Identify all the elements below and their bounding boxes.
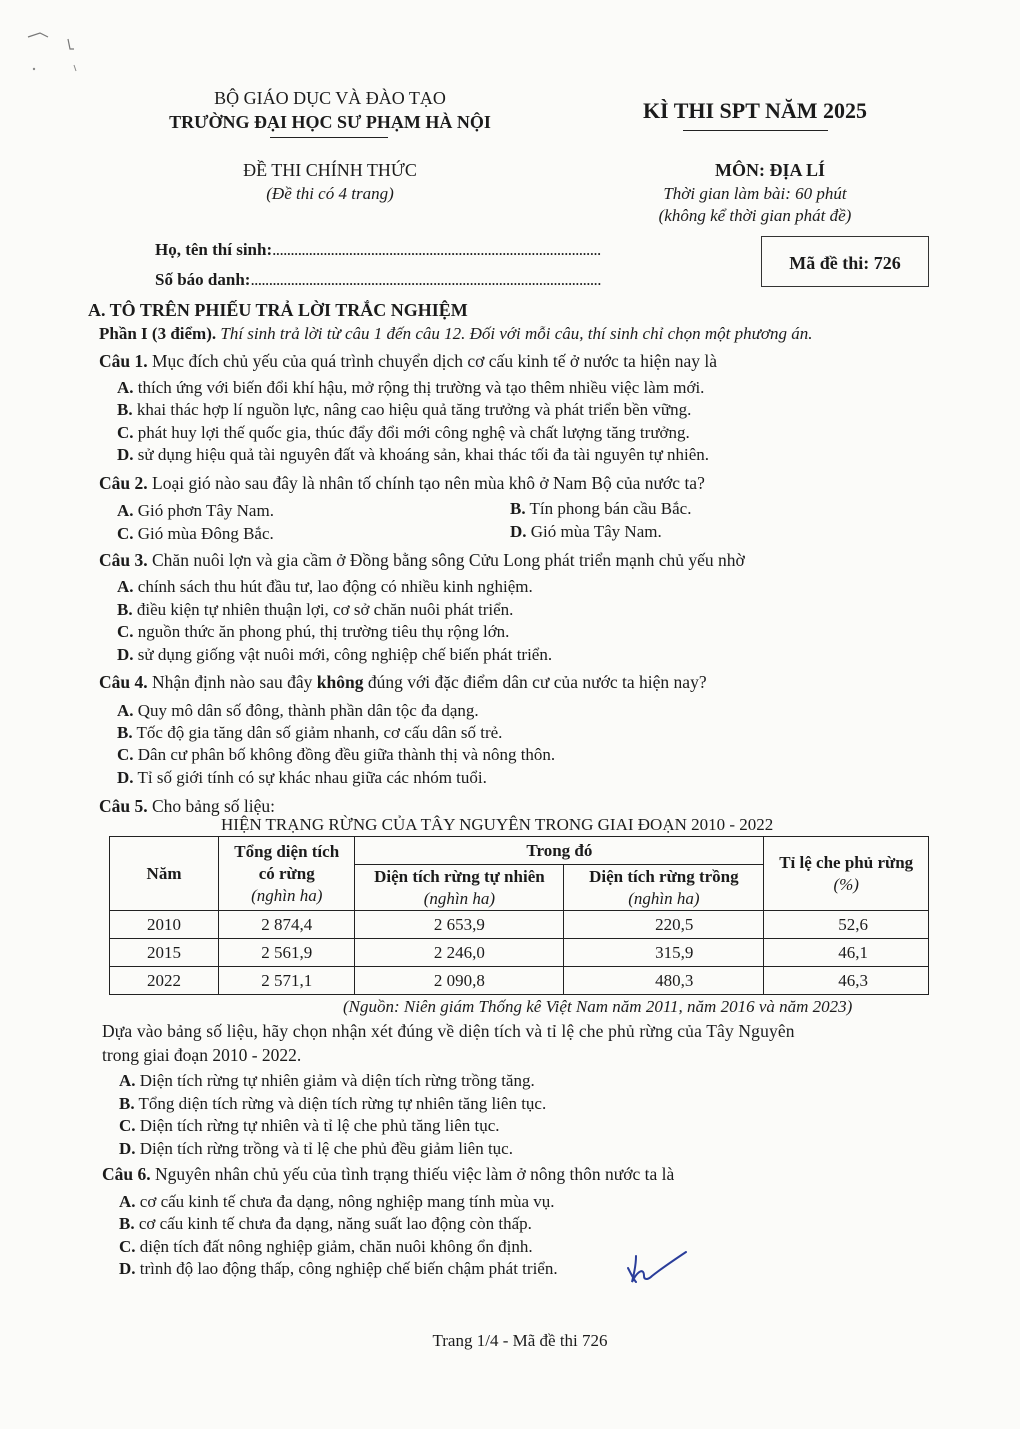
option-key: A.	[117, 577, 134, 596]
option-text: Tổng diện tích rừng và diện tích rừng tự nhiên tăng liên tục.	[134, 1094, 547, 1113]
cell-cover: 52,6	[764, 911, 929, 939]
header-total-unit: (nghìn ha)	[251, 885, 323, 905]
name-dots: ..........................................................................................	[272, 240, 601, 259]
option-text: thích ứng với biến đổi khí hậu, mở rộng thị trường và tạo thêm nhiều việc làm mới.	[133, 378, 705, 397]
option-key: D.	[117, 768, 134, 787]
option-text: Tốc độ gia tăng dân số giảm nhanh, cơ cấu dân số trẻ.	[132, 723, 503, 742]
id-label: Số báo danh:	[155, 270, 251, 289]
option-text: Dân cư phân bố không đồng đều giữa thành thị và nông thôn.	[133, 745, 556, 764]
header-total-line1: Tổng diện tích	[234, 841, 340, 861]
cell-year: 2010	[110, 911, 219, 939]
question-text: Loại gió nào sau đây là nhân tố chính tạo nên mùa khô ở Nam Bộ của nước ta?	[147, 473, 705, 493]
question-label: Câu 2.	[99, 473, 148, 493]
ministry-name: BỘ GIÁO DỤC VÀ ĐÀO TẠO	[214, 88, 446, 108]
option-text: cơ cấu kinh tế chưa đa dạng, nông nghiệp mang tính mùa vụ.	[135, 1192, 555, 1211]
q2-option-c[interactable]	[117, 524, 274, 544]
q1-option-c[interactable]	[117, 423, 690, 443]
option-key: D.	[117, 645, 134, 664]
header-total	[219, 837, 355, 911]
question-5	[99, 796, 275, 817]
cell-natural: 2 653,9	[355, 911, 564, 939]
option-key: D.	[510, 522, 527, 541]
option-text: cơ cấu kinh tế chưa đa dạng, năng suất lao động còn thấp.	[134, 1214, 532, 1233]
id-dots: ................................................................................................	[250, 270, 601, 289]
option-key: A.	[117, 378, 134, 397]
cell-natural: 2 090,8	[355, 967, 564, 995]
exam-title: KÌ THI SPT NĂM 2025	[642, 98, 868, 123]
question-text: Cho bảng số liệu:	[147, 796, 275, 816]
university-name: TRƯỜNG ĐẠI HỌC SƯ PHẠM HÀ NỘI	[169, 112, 491, 132]
q2-option-a[interactable]	[117, 501, 274, 521]
question-4	[99, 672, 707, 693]
question-2	[99, 473, 705, 494]
option-text: sử dụng giống vật nuôi mới, công nghiệp chế biến phát triển.	[133, 645, 553, 664]
table-row	[110, 911, 929, 939]
header-planted	[564, 865, 764, 911]
option-text: Gió phơn Tây Nam.	[133, 501, 274, 520]
q5-option-c[interactable]	[119, 1116, 500, 1136]
header-cover-unit: (%)	[833, 874, 859, 894]
cell-year: 2022	[110, 967, 219, 995]
option-text: khai thác hợp lí nguồn lực, nâng cao hiệu quả tăng trưởng và phát triển bền vững.	[132, 400, 692, 419]
table-title: HIỆN TRẠNG RỪNG CỦA TÂY NGUYÊN TRONG GIAI ĐOẠN 2010 - 2022	[221, 815, 774, 834]
scan-specks	[20, 25, 90, 75]
option-key: B.	[119, 1214, 135, 1233]
option-key: B.	[117, 600, 133, 619]
q4-option-b[interactable]	[117, 723, 502, 743]
q6-option-d[interactable]	[119, 1259, 558, 1279]
option-text: diện tích đất nông nghiệp giảm, chăn nuôi không ổn định.	[135, 1237, 533, 1256]
part-instruction-text: Thí sinh trả lời từ câu 1 đến câu 12. Đối với mỗi câu, thí sinh chỉ chọn một phương án.	[216, 324, 813, 343]
time-limit: Thời gian làm bài: 60 phút	[663, 184, 847, 203]
table-source: (Nguồn: Niên giám Thống kê Việt Nam năm 2011, năm 2016 và năm 2023)	[343, 997, 853, 1016]
question-text: Mục đích chủ yếu của quá trình chuyển dịch cơ cấu kinh tế ở nước ta hiện nay là	[147, 351, 717, 371]
name-label: Họ, tên thí sinh:	[155, 240, 273, 259]
option-key: B.	[117, 400, 133, 419]
cell-cover: 46,3	[764, 967, 929, 995]
option-text: Tín phong bán cầu Bắc.	[525, 499, 692, 518]
official-label: ĐỀ THI CHÍNH THỨC	[243, 160, 417, 180]
cell-planted: 480,3	[564, 967, 764, 995]
question-label: Câu 6.	[102, 1164, 151, 1184]
option-text: Diện tích rừng tự nhiên và tỉ lệ che phủ tăng liên tục.	[135, 1116, 500, 1135]
q6-option-a[interactable]	[119, 1192, 555, 1212]
time-note: (không kể thời gian phát đề)	[658, 206, 852, 225]
header-underline-right	[683, 130, 828, 131]
header-year: Năm	[110, 837, 219, 911]
option-key: A.	[119, 1192, 136, 1211]
question-label: Câu 5.	[99, 796, 148, 816]
q4-option-a[interactable]	[117, 701, 479, 721]
cell-planted: 315,9	[564, 939, 764, 967]
q6-option-c[interactable]	[119, 1237, 533, 1257]
cell-total: 2 874,4	[219, 911, 355, 939]
q5-option-d[interactable]	[119, 1139, 513, 1159]
option-text: trình độ lao động thấp, công nghiệp chế biến chậm phát triển.	[135, 1259, 558, 1278]
question-label: Câu 1.	[99, 351, 148, 371]
header-underline-left	[270, 137, 388, 138]
q3-option-a[interactable]	[117, 577, 533, 597]
header-cover-label: Tỉ lệ che phủ rừng	[779, 852, 914, 872]
cell-planted: 220,5	[564, 911, 764, 939]
header-total-line2: có rừng	[258, 863, 315, 883]
option-key: A.	[119, 1071, 136, 1090]
option-text: nguồn thức ăn phong phú, thị trường tiêu thụ rộng lớn.	[133, 622, 510, 641]
question-emphasis: không	[316, 672, 364, 692]
header-natural-label: Diện tích rừng tự nhiên	[374, 866, 545, 886]
q3-option-d[interactable]	[117, 645, 552, 665]
option-key: C.	[119, 1237, 136, 1256]
option-key: C.	[117, 524, 134, 543]
cell-natural: 2 246,0	[355, 939, 564, 967]
option-text: Diện tích rừng trồng và tỉ lệ che phủ đều giảm liên tục.	[135, 1139, 513, 1158]
question-text: Chăn nuôi lợn và gia cầm ở Đồng bằng sông Cửu Long phát triển mạnh chủ yếu nhờ	[147, 550, 745, 570]
table-row	[110, 939, 929, 967]
pages-note: (Đề thi có 4 trang)	[266, 184, 394, 203]
candidate-id-field[interactable]	[155, 270, 601, 290]
handwritten-signature	[618, 1246, 690, 1286]
option-key: B.	[119, 1094, 135, 1113]
page-footer: Trang 1/4 - Mã đề thi 726	[432, 1331, 608, 1350]
option-key: C.	[117, 622, 134, 641]
option-key: C.	[117, 745, 134, 764]
question-1	[99, 351, 717, 372]
part-label: Phần I (3 điểm).	[99, 324, 217, 343]
header-planted-label: Diện tích rừng trồng	[589, 866, 739, 886]
option-text: chính sách thu hút đầu tư, lao động có nhiều kinh nghiệm.	[133, 577, 533, 596]
q3-option-c[interactable]	[117, 622, 509, 642]
q5-prompt-line2: trong giai đoạn 2010 - 2022.	[102, 1045, 302, 1065]
option-text: Quy mô dân số đông, thành phần dân tộc đa dạng.	[133, 701, 479, 720]
subject: MÔN: ĐỊA LÍ	[714, 160, 825, 180]
q3-option-b[interactable]	[117, 600, 513, 620]
option-key: C.	[117, 423, 134, 442]
table-row	[110, 967, 929, 995]
section-title: A. TÔ TRÊN PHIẾU TRẢ LỜI TRẮC NGHIỆM	[88, 300, 468, 320]
header-natural	[355, 865, 564, 911]
option-text: Diện tích rừng tự nhiên giảm và diện tích rừng trồng tăng.	[135, 1071, 535, 1090]
header-natural-unit: (nghìn ha)	[423, 888, 496, 908]
q2-option-b[interactable]	[510, 499, 691, 519]
cell-total: 2 571,1	[219, 967, 355, 995]
cell-total: 2 561,9	[219, 939, 355, 967]
option-text: sử dụng hiệu quả tài nguyên đất và khoáng sản, khai thác tối đa tài nguyên tự nhiên.	[133, 445, 710, 464]
option-text: điều kiện tự nhiên thuận lợi, cơ sở chăn nuôi phát triển.	[132, 600, 514, 619]
q1-option-d[interactable]	[117, 445, 709, 465]
question-text-end: đúng với đặc điểm dân cư của nước ta hiện nay?	[363, 672, 707, 692]
forest-data-table	[109, 836, 929, 995]
q1-option-b[interactable]	[117, 400, 691, 420]
option-key: D.	[117, 445, 134, 464]
option-key: B.	[510, 499, 526, 518]
candidate-name-field[interactable]	[155, 240, 601, 260]
exam-code: Mã đề thi: 726	[789, 253, 901, 273]
q1-option-a[interactable]	[117, 378, 704, 398]
question-6	[102, 1164, 674, 1185]
q5-prompt-line1: Dựa vào bảng số liệu, hãy chọn nhận xét đúng về diện tích và tỉ lệ che phủ rừng của Tây Nguyên	[102, 1021, 795, 1041]
q4-option-c[interactable]	[117, 745, 555, 765]
q5-option-b[interactable]	[119, 1094, 546, 1114]
q5-option-a[interactable]	[119, 1071, 535, 1091]
option-key: D.	[119, 1139, 136, 1158]
question-label: Câu 3.	[99, 550, 148, 570]
option-key: C.	[119, 1116, 136, 1135]
header-group: Trong đó	[355, 837, 764, 865]
cell-cover: 46,1	[764, 939, 929, 967]
option-key: A.	[117, 501, 134, 520]
option-key: A.	[117, 701, 134, 720]
question-3	[99, 550, 745, 571]
header-cover	[764, 837, 929, 911]
q2-option-d[interactable]	[510, 522, 662, 542]
question-label: Câu 4.	[99, 672, 148, 692]
q4-option-d[interactable]	[117, 768, 487, 788]
option-text: Gió mùa Đông Bắc.	[133, 524, 274, 543]
question-text: Nhận định nào sau đây	[147, 672, 317, 692]
option-text: Tỉ số giới tính có sự khác nhau giữa các nhóm tuổi.	[133, 768, 487, 787]
part-instruction	[99, 324, 812, 344]
cell-year: 2015	[110, 939, 219, 967]
option-key: D.	[119, 1259, 136, 1278]
option-text: phát huy lợi thế quốc gia, thúc đẩy đổi mới công nghệ và chất lượng tăng trưởng.	[133, 423, 690, 442]
header-planted-unit: (nghìn ha)	[628, 888, 700, 908]
question-text: Nguyên nhân chủ yếu của tình trạng thiếu việc làm ở nông thôn nước ta là	[150, 1164, 675, 1184]
option-key: B.	[117, 723, 133, 742]
q6-option-b[interactable]	[119, 1214, 532, 1234]
option-text: Gió mùa Tây Nam.	[526, 522, 662, 541]
table-header-row	[110, 837, 929, 865]
